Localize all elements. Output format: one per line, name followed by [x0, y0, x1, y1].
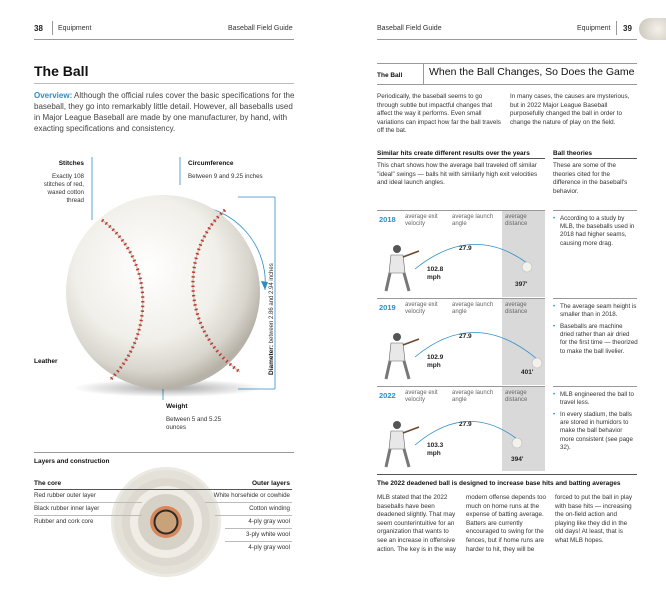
right-book-title: Baseball Field Guide	[377, 25, 442, 32]
chart-title-rule	[377, 158, 545, 159]
cork-core	[156, 512, 177, 533]
outer-row: White horsehide or cowhide	[213, 492, 290, 499]
outer-row: 4-ply gray wool	[248, 544, 290, 551]
batter-figure	[386, 245, 419, 291]
outer-row: Cotton winding	[249, 505, 290, 512]
theories-title: Ball theories	[553, 150, 593, 157]
kicker-label: The Ball	[377, 72, 403, 79]
overview-label: Overview:	[34, 91, 73, 100]
stitches-text: Exactly 108 stitches of red, waxed cotton thread	[43, 173, 84, 204]
col-header-distance: average distance	[505, 214, 528, 227]
theory-bullet: • The average seam height is smaller than in 2018.	[560, 303, 638, 319]
overview-text: Although the official rules cover the basic specifications for the baseball, they go into remarkably little detail. However, all baseballs used in Major League Baseball are made by one manufacturer, by hand, with exacting specifications and consistency.	[34, 91, 295, 133]
hit-trajectory	[377, 319, 545, 385]
launch-angle-value: 27.9	[459, 245, 472, 252]
batter-figure	[386, 333, 419, 379]
layers-header-rule	[34, 489, 292, 490]
col-header-exit: average exit velocity	[405, 214, 438, 227]
theories-description: These are some of the theories cited for the difference in the baseball's behavior.	[553, 162, 628, 195]
core-row: Rubber and cork core	[34, 518, 94, 525]
outer-header: Outer layers	[252, 480, 290, 487]
theory-bullet: • Baseballs are machine dried rather than air dried for the first time — theorized to make the ball livelier.	[560, 323, 638, 356]
bottom-column-3: forced to put the ball in play with base hits — increasing the on-field action and playing like they did in the old days! At least, that is what MLB hopes.	[555, 494, 633, 544]
heading-divider	[423, 63, 424, 85]
distance-value: 401'	[521, 369, 534, 376]
deadened-rule	[377, 474, 637, 475]
col-header-distance: average distance	[505, 302, 528, 315]
weight-callout	[166, 403, 236, 432]
right-page	[333, 0, 666, 600]
outer-row: 3-ply white wool	[245, 531, 290, 538]
col-header-angle: average launch angle	[452, 214, 494, 227]
leather-label: Leather	[34, 358, 58, 365]
row-rule	[225, 541, 292, 542]
baseball-body	[66, 195, 260, 389]
header-divider	[616, 21, 617, 35]
diameter-callout	[268, 263, 276, 375]
exit-velocity-value: 102.8 mph	[427, 266, 444, 281]
chart-row-2018	[377, 210, 545, 296]
intro-right: In many cases, the causes are mysterious, but in 2022 Major League Baseball purposefully changed the ball in order to change the nature of play on the field.	[510, 93, 630, 126]
exit-velocity-value: 103.3 mph	[427, 442, 444, 457]
launch-angle-value: 27.9	[459, 333, 472, 340]
theory-bullet: • According to a study by MLB, the baseballs used in 2018 had higher seams, causing more drag.	[560, 215, 638, 248]
core-row: Black rubber inner layer	[34, 505, 100, 512]
row-rule	[225, 528, 292, 529]
right-section-label: Equipment	[577, 25, 611, 32]
layers-title: Layers and construction	[34, 458, 110, 465]
weight-title: Weight	[166, 403, 188, 410]
theory-bullet: • MLB engineered the ball to travel less.	[560, 391, 638, 407]
overview-paragraph	[34, 90, 296, 134]
layers-rule	[34, 452, 294, 453]
right-page-number: 39	[623, 24, 632, 33]
distance-value: 394'	[511, 456, 524, 463]
circumference-text: Between 9 and 9.25 inches	[188, 173, 263, 180]
theories-2019	[553, 298, 637, 384]
exit-velocity-value: 102.9 mph	[427, 354, 444, 369]
col-header-angle: average launch angle	[452, 302, 494, 315]
header-rule	[34, 39, 294, 40]
intro-left: Periodically, the baseball seems to go through subtle but impactful changes that affect the way it performs. Even small variations can impact how far the ball travels off the bat.	[377, 93, 501, 135]
core-header: The core	[34, 480, 62, 487]
row-year: 2022	[379, 391, 396, 400]
distance-value: 397'	[515, 281, 528, 288]
row-year: 2019	[379, 303, 396, 312]
weight-text: Between 5 and 5.25 ounces	[166, 416, 222, 431]
row-rule	[215, 515, 292, 516]
theories-2022	[553, 386, 637, 470]
col-header-exit: average exit velocity	[405, 390, 438, 403]
chart-description: This chart shows how the average ball traveled off similar "ideal" swings — balls hit with similarly high exit velocities and ideal launch angles.	[377, 162, 538, 187]
row-rule	[205, 502, 292, 503]
batter-figure	[386, 421, 419, 467]
row-rule	[34, 515, 142, 516]
chart-row-2022	[377, 386, 545, 470]
left-book-title: Baseball Field Guide	[228, 25, 293, 32]
title-rule	[34, 83, 294, 84]
theory-bullet: • In every stadium, the balls are stored in humidors to make the ball behavior more consistent (see page 32).	[560, 411, 638, 452]
ball-thumbnail	[639, 18, 666, 40]
col-header-angle: average launch angle	[452, 390, 494, 403]
bottom-column-2: modern offense depends too much on home runs at the expense of batting average. Batters are currently encouraged to swing for the fences, but if home runs are harder to hit, they will be	[466, 494, 547, 553]
row-year: 2018	[379, 215, 396, 224]
col-header-distance: average distance	[505, 390, 528, 403]
circumference-title: Circumference	[188, 160, 234, 167]
col-header-exit: average exit velocity	[405, 302, 438, 315]
chart-row-2019	[377, 298, 545, 384]
launch-angle-value: 27.9	[459, 421, 472, 428]
page-title: The Ball	[34, 63, 89, 79]
circumference-arrowhead	[261, 281, 268, 290]
header-rule	[377, 39, 637, 40]
core-row: Red rubber outer layer	[34, 492, 96, 499]
leather-callout	[34, 358, 57, 366]
left-page-number: 38	[34, 24, 43, 33]
ball-icon	[532, 358, 542, 368]
theories-2018	[553, 210, 637, 296]
header-divider	[52, 21, 53, 35]
ball-icon	[522, 262, 532, 272]
diameter-label: Diameter:	[268, 345, 275, 375]
row-rule	[34, 502, 142, 503]
chart-title: Similar hits create different results over the years	[377, 150, 530, 157]
stitches-callout	[34, 160, 84, 205]
ball-icon	[512, 438, 522, 448]
page-heading: When the Ball Changes, So Does the Game	[429, 66, 635, 78]
outer-row: 4-ply gray wool	[248, 518, 290, 525]
theories-title-rule	[553, 158, 637, 159]
deadened-title: The 2022 deadened ball is designed to increase base hits and batting averages	[377, 480, 621, 487]
bottom-column-1: MLB stated that the 2022 baseballs have been deadened slightly. That may seem counterintuitive for an organization that wants to see an increase in offensive action. The key is in the way	[377, 494, 456, 553]
circumference-callout	[188, 160, 273, 181]
stitches-title: Stitches	[58, 160, 84, 167]
left-section-label: Equipment	[58, 25, 92, 32]
diameter-text: between 2.86 and 2.94 inches	[269, 263, 275, 346]
